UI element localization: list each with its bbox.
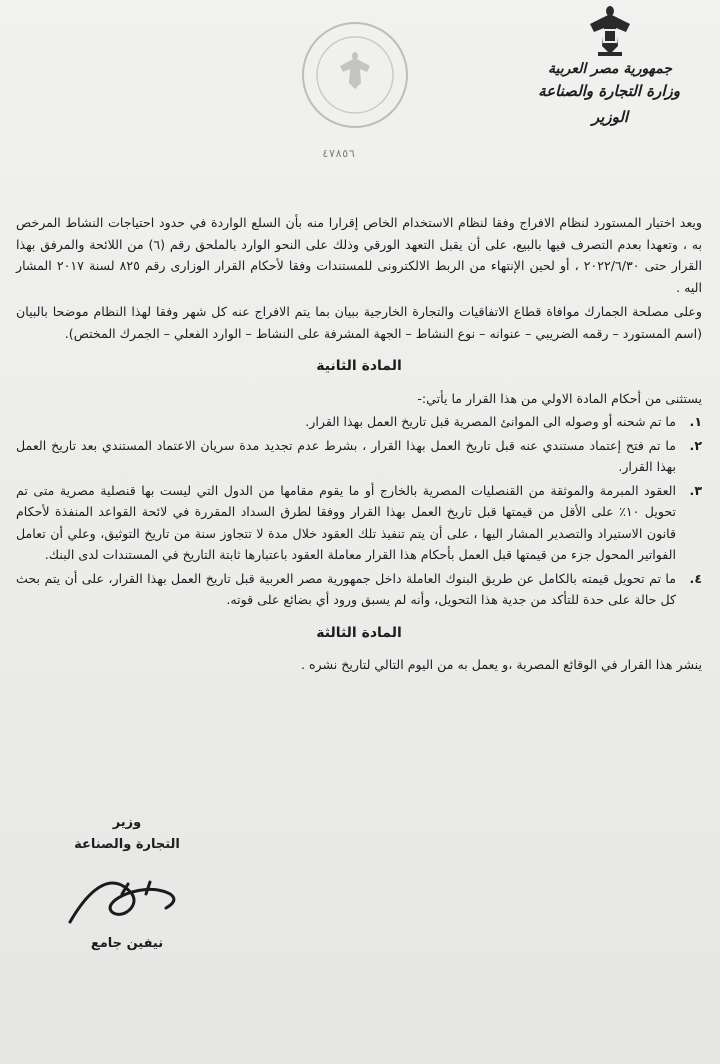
reference-number: ٤٧٨٥٦ xyxy=(322,147,356,160)
signature-title-line1: وزير xyxy=(112,815,142,830)
article-2-heading: المادة الثانية xyxy=(316,358,402,374)
list-item xyxy=(16,568,702,611)
article-2-intro: يستثنى من أحكام المادة الاولي من هذا القرار ما يأتي:- xyxy=(417,390,702,406)
letterhead xyxy=(540,2,680,128)
list-item-number: ٣. xyxy=(689,482,702,498)
list-item-text: ما تم شحنه أو وصوله الى الموانئ المصرية قبل تاريخ العمل بهذا القرار. xyxy=(305,414,676,429)
handwritten-signature-icon xyxy=(62,864,192,936)
signature-block xyxy=(62,812,192,972)
letterhead-country: جمهورية مصر العربية xyxy=(548,61,672,77)
list-item xyxy=(16,411,702,433)
paragraph-release-system: ويعد اختيار المستورد لنظام الافراج وفقا لنظام الاستخدام الخاص إقرارا منه بأن السلع الواردة في حدود احتياجات النشاط المرخص به ، وتعهدا بعدم التصرف فيها بالبيع، على أن يقبل التعهد الورقي وذلك على النحو الوارد بالملحق رقم (٦) من اللائحة والمرفق بهذا القرار حتى ٢٠٢٢/٦/٣٠ ، أو لحين الإنتهاء من الربط الالكترونى للمستندات وفقا لأحكام القرار الوزارى رقم ٨٢٥ لسنة ٢٠١٧ المشار اليه . xyxy=(16,215,702,295)
list-item-number: ٤. xyxy=(689,570,702,586)
list-item xyxy=(16,480,702,566)
list-item-text: العقود المبرمة والموثقة من القنصليات المصرية بالخارج أو ما يقوم مقامها من الدول التي ليست بها قنصلية مصرية متى تم تحويل ١٠٪ على الأقل من قيمتها قبل تاريخ العمل بهذا القرار ووفقا لطرق السداد المقررة في لائحة القواعد المنفذة لأحكام قانون الاستيراد والتصدير المشار اليها ، على أن يتم تنفيذ تلك العقود خلال مدة لا تتجاوز سنة من تاريخ التوثيق، وعلي أن تعامل الفواتير المحول جزء من قيمتها قبل العمل بأحكام هذا القرار معاملة العقود باعتبارها ثابتة التاريخ في المستندات لدى البنك. xyxy=(16,482,676,562)
paragraph-customs-report: وعلى مصلحة الجمارك موافاة قطاع الاتفاقيات والتجارة الخارجية ببيان بما يتم الافراج عنه كل شهر وفقا لهذا النظام موضحا بالبيان (اسم المستورد – رقمه الضريبي – عنوانه – نوع النشاط – الجهة المشرفة على النشاط – الوارد الفعلي – الجمرك المختص). xyxy=(16,304,702,341)
list-item-text: ما تم فتح إعتماد مستندي عنه قبل تاريخ العمل بهذا القرار ، بشرط عدم تجديد مدة سريان الاعتماد المستندي بعد تاريخ العمل بهذا القرار. xyxy=(16,437,676,474)
list-item-number: ٢. xyxy=(689,437,702,453)
eagle-emblem-icon xyxy=(586,2,634,58)
decree-body xyxy=(16,212,702,676)
ministry-seal-icon xyxy=(300,20,410,130)
article-3-text: ينشر هذا القرار في الوقائع المصرية ،و يعمل به من اليوم التالي لتاريخ نشره . xyxy=(300,657,702,672)
list-item xyxy=(16,435,702,478)
signature-title-line2: التجارة والصناعة xyxy=(74,837,180,852)
letterhead-office: الوزير xyxy=(591,108,629,126)
list-item-number: ١. xyxy=(689,414,702,429)
list-item-text: ما تم تحويل قيمته بالكامل عن طريق البنوك العاملة داخل جمهورية مصر العربية قبل تاريخ العمل بهذا القرار، على أن يتم بحث كل حالة على حدة للتأكد من جدية هذا التحويل، وأنه لم يسبق ورود أي بضائع على قوته. xyxy=(16,570,676,607)
signatory-name: نيفين جامع xyxy=(90,936,164,951)
article-3-heading: المادة الثالثة xyxy=(316,624,402,641)
letterhead-ministry: وزارة التجارة والصناعة xyxy=(538,82,680,100)
